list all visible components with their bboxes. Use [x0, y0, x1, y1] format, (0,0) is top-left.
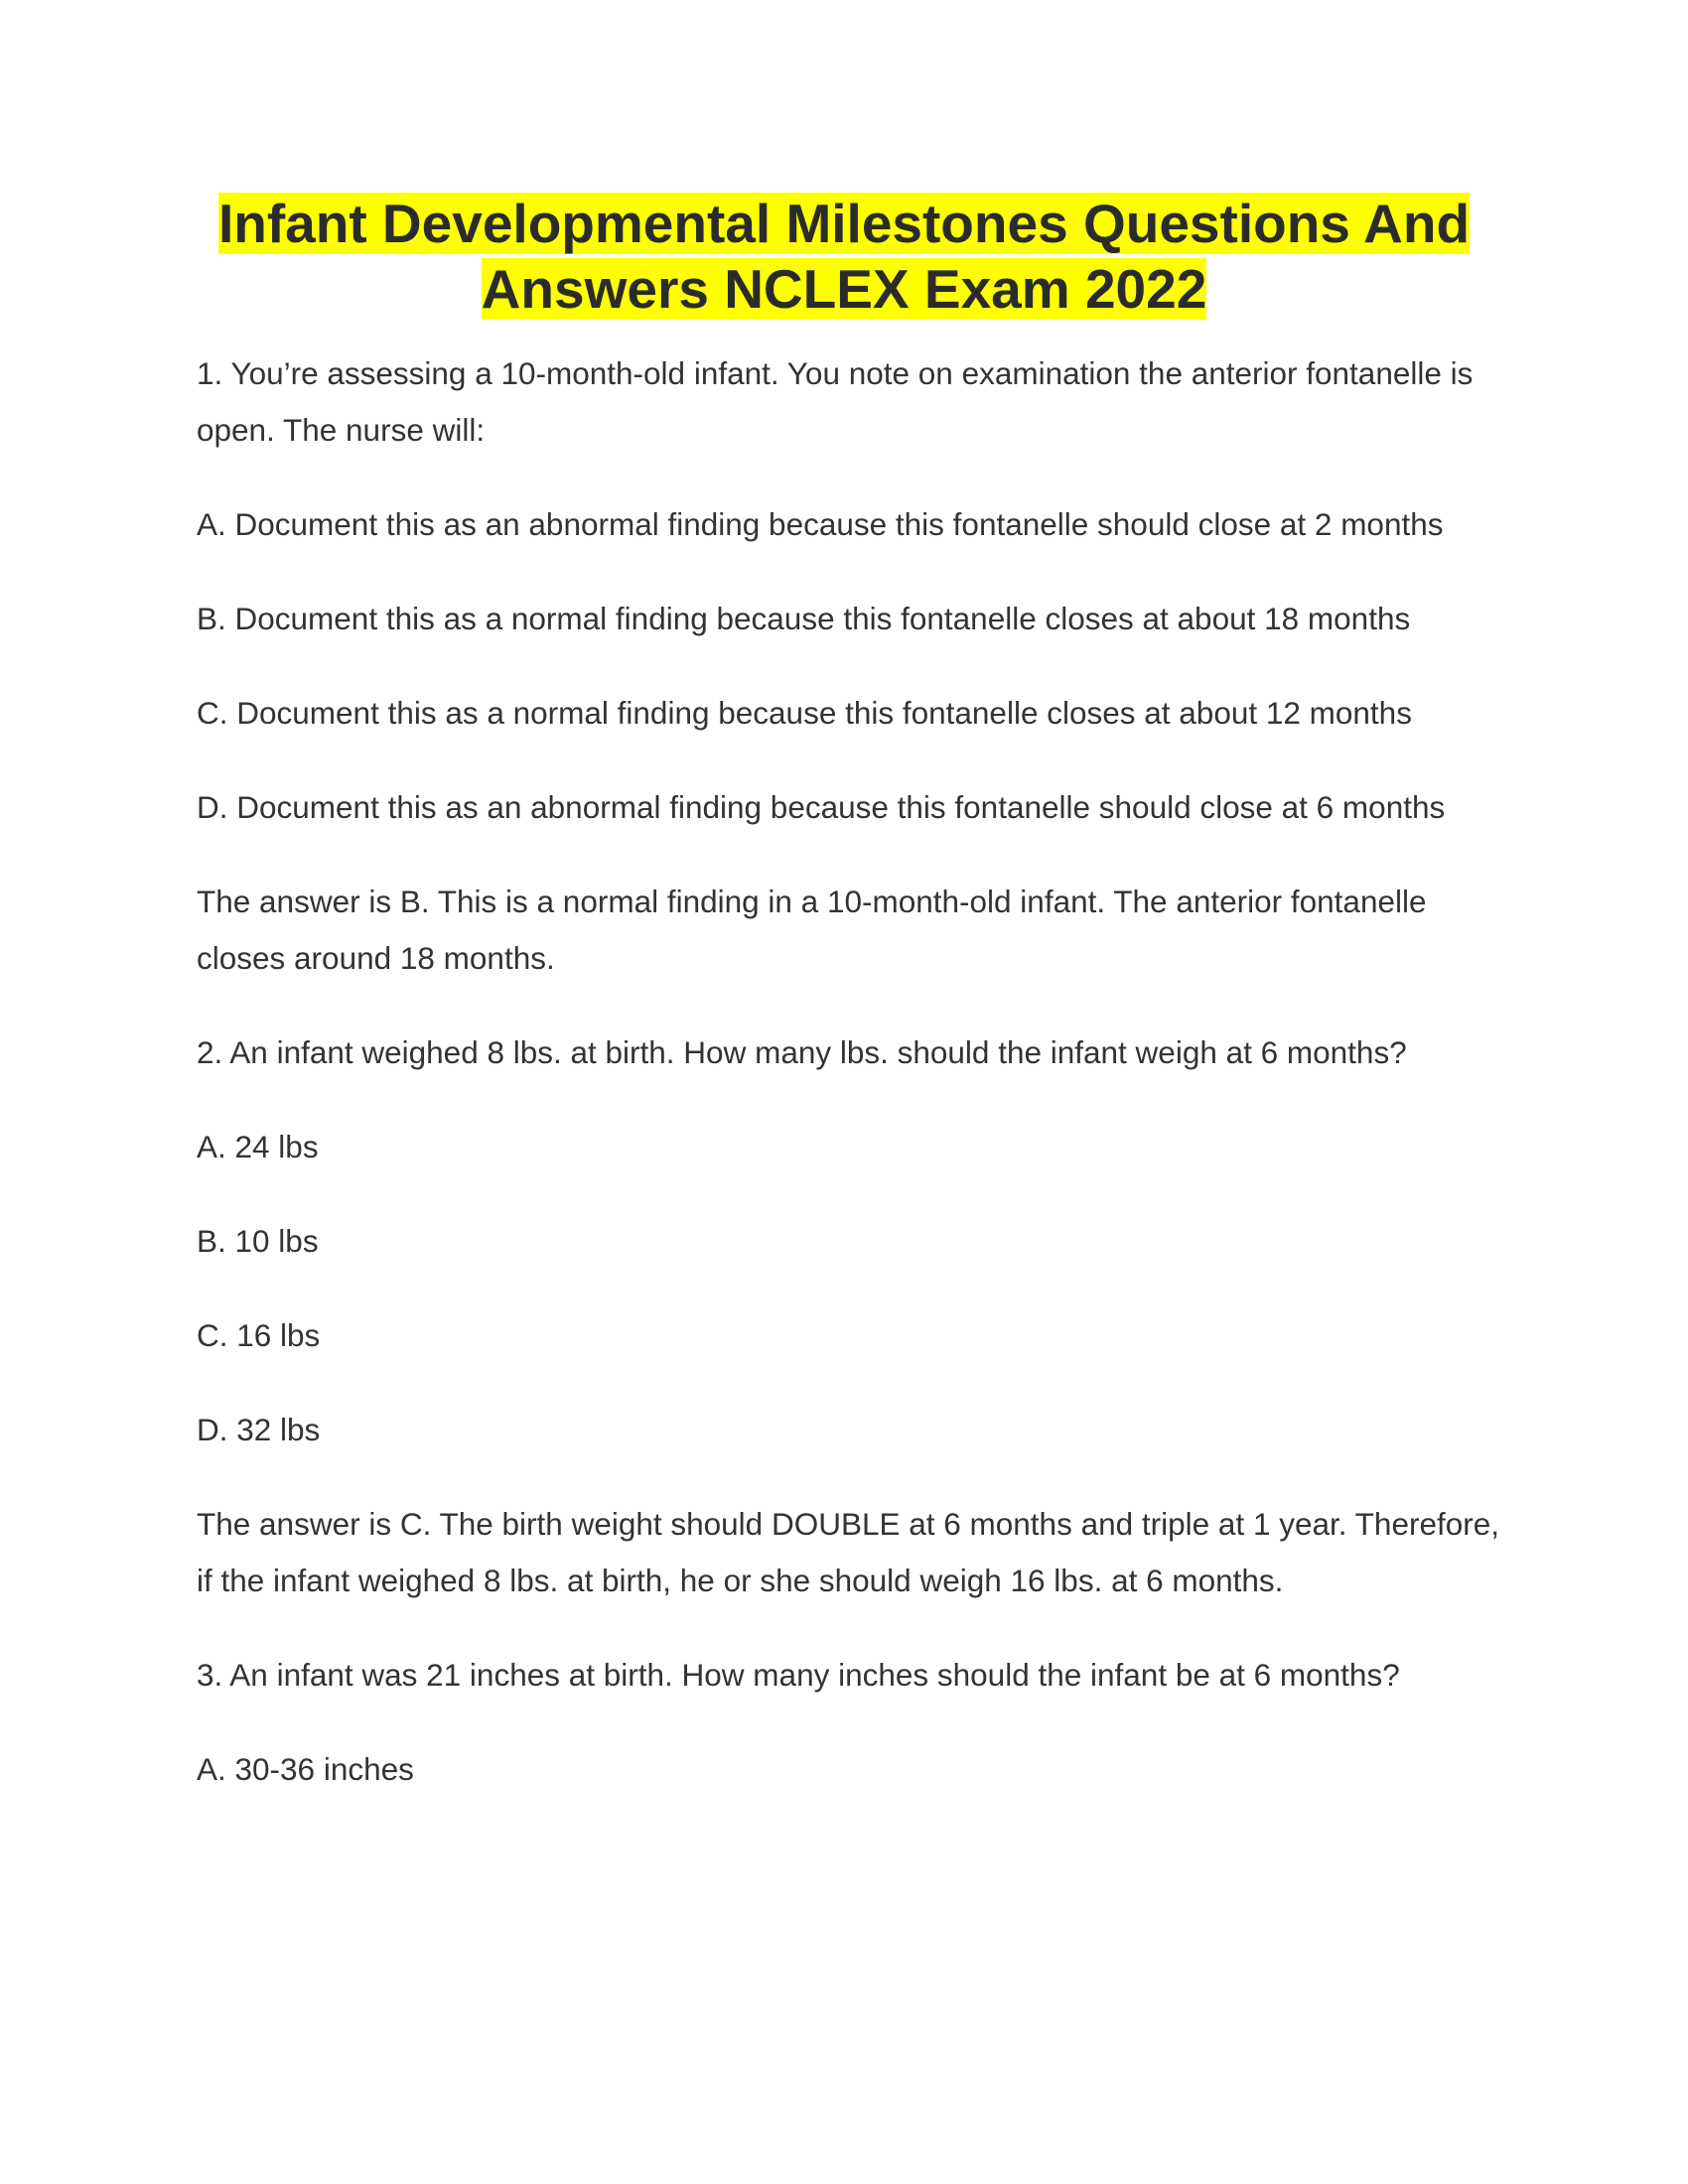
title-line-2: Answers NCLEX Exam 2022 [481, 258, 1207, 320]
question-2: 2. An infant weighed 8 lbs. at birth. How many lbs. should the infant weigh at 6 months? [197, 1034, 1407, 1070]
title-line-1: Infant Developmental Milestones Questions And [217, 193, 1471, 254]
q2-option-b: B. 10 lbs [197, 1223, 319, 1259]
q1-option-a: A. Document this as an abnormal finding because this fontanelle should close at 2 months [197, 506, 1444, 542]
q2-option-d: D. 32 lbs [197, 1412, 321, 1447]
q3-option-a: A. 30-36 inches [197, 1751, 414, 1787]
question-1: 1. You’re assessing a 10-month-old infant. You note on examination the anterior fontanelle is open. The nurse will: [197, 355, 1474, 448]
page-title [149, 191, 1539, 322]
q2-option-a: A. 24 lbs [197, 1129, 319, 1164]
q1-option-d: D. Document this as an abnormal finding because this fontanelle should close at 6 months [197, 789, 1446, 825]
q2-answer: The answer is C. The birth weight should DOUBLE at 6 months and triple at 1 year. Therefore, if the infant weighed 8 lbs. at birth, he or she should weigh 16 lbs. at 6 months. [197, 1506, 1500, 1598]
q1-option-c: C. Document this as a normal finding because this fontanelle closes at about 12 months [197, 695, 1412, 731]
question-3: 3. An infant was 21 inches at birth. How many inches should the infant be at 6 months? [197, 1657, 1400, 1693]
document-body [197, 345, 1507, 1836]
q2-option-c: C. 16 lbs [197, 1317, 321, 1353]
q1-option-b: B. Document this as a normal finding because this fontanelle closes at about 18 months [197, 601, 1411, 636]
q1-answer: The answer is B. This is a normal finding in a 10-month-old infant. The anterior fontanelle closes around 18 months. [197, 884, 1427, 976]
